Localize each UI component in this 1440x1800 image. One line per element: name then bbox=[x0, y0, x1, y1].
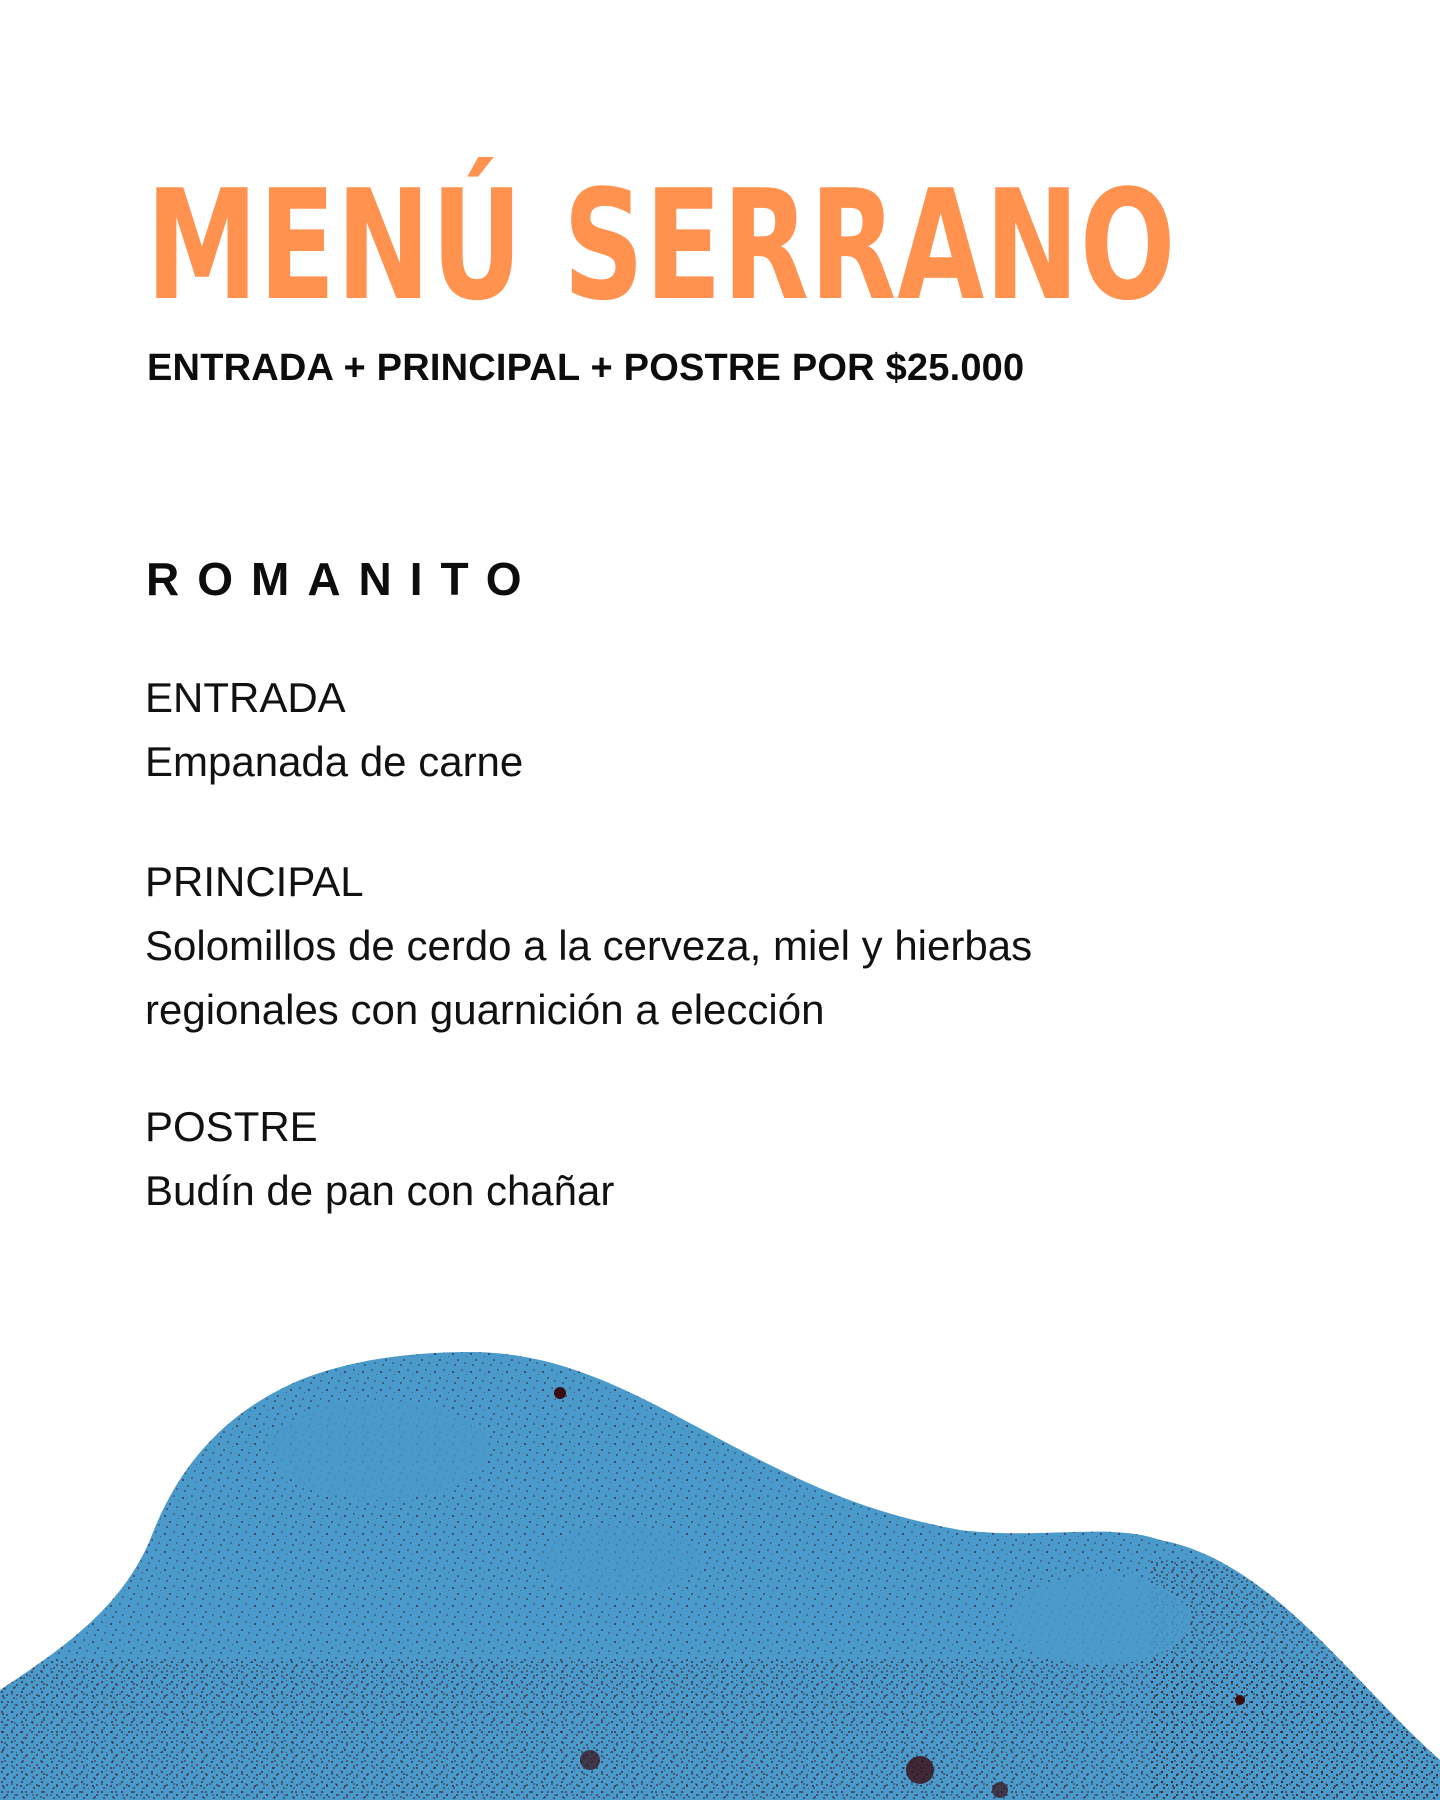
menu-title: MENÚ SERRANO bbox=[146, 157, 1177, 334]
course-label: PRINCIPAL bbox=[145, 858, 364, 905]
course-dish: Empanada de carne bbox=[145, 738, 524, 785]
course-dish: regionales con guarnición a elección bbox=[145, 986, 825, 1033]
course-label: POSTRE bbox=[145, 1103, 318, 1150]
menu-subtitle: ENTRADA + PRINCIPAL + POSTRE POR $25.000 bbox=[147, 347, 1025, 389]
course-label: ENTRADA bbox=[145, 674, 346, 721]
course-dish: Budín de pan con chañar bbox=[145, 1167, 615, 1214]
course-dish: Solomillos de cerdo a la cerveza, miel y hierbas bbox=[145, 922, 1033, 969]
restaurant-name: ROMANITO bbox=[146, 553, 540, 605]
